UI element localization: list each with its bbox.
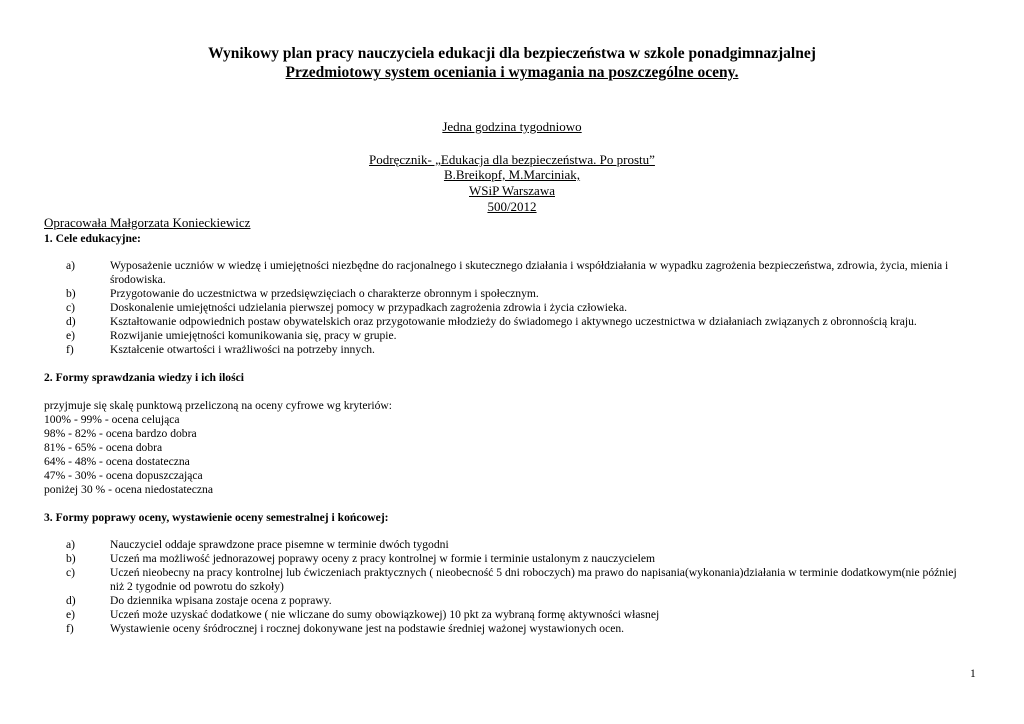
approval-number: 500/2012 bbox=[487, 199, 537, 214]
list-item: c) Doskonalenie umiejętności udzielania pierwszej pomocy w przypadkach zagrożenia zdrowia i życia człowieka. bbox=[66, 301, 627, 314]
list-item: d) Kształtowanie odpowiednich postaw obywatelskich oraz przygotowanie młodzieży do świadomego i aktywnego uczestnictwa w działaniach związanych z obronnością kraju. bbox=[66, 315, 917, 328]
list-item: a) Nauczyciel oddaje sprawdzone prace pisemne w terminie dwóch tygodni bbox=[66, 538, 449, 551]
list-item: f) Wystawienie oceny śródrocznej i rocznej dokonywane jest na podstawie średniej ważonej wystawionych ocen. bbox=[66, 622, 625, 635]
grade-scale-row: 100% - 99% - ocena celująca bbox=[44, 413, 180, 426]
section3-heading: 3. Formy poprawy oceny, wystawienie oceny semestralnej i końcowej: bbox=[44, 511, 389, 524]
textbook-publisher: WSiP Warszawa bbox=[469, 183, 555, 198]
textbook-authors: B.Breikopf, M.Marciniak, bbox=[443, 167, 581, 182]
list-item: d) Do dziennika wpisana zostaje ocena z poprawy. bbox=[66, 594, 332, 607]
hours-per-week: Jedna godzina tygodniowo bbox=[442, 119, 582, 134]
grade-scale-row: poniżej 30 % - ocena niedostateczna bbox=[44, 483, 213, 496]
section2-heading: 2. Formy sprawdzania wiedzy i ich ilości bbox=[44, 371, 244, 384]
grade-scale-row: 81% - 65% - ocena dobra bbox=[44, 441, 163, 454]
list-item: c) Uczeń nieobecny na pracy kontrolnej lub ćwiczeniach praktycznych ( nieobecność 5 dni roboczych) ma prawo do napisania(wykonania)działania w terminie dodatkowym(nie później niż 2 tygodnie od powrotu do szkoły) bbox=[66, 566, 957, 593]
textbook-title: Podręcznik- „Edukacja dla bezpieczeństwa. Po prostu” bbox=[369, 152, 655, 167]
document-subtitle: Przedmiotowy system oceniania i wymagania na poszczególne oceny. bbox=[285, 64, 739, 81]
grade-scale-row: 98% - 82% - ocena bardzo dobra bbox=[44, 427, 197, 440]
document-title: Wynikowy plan pracy nauczyciela edukacji dla bezpieczeństwa w szkole ponadgimnazjalnej bbox=[208, 45, 816, 62]
page-number: 1 bbox=[970, 667, 976, 680]
list-item: a) Wyposażenie uczniów w wiedzę i umiejętności niezbędne do racjonalnego i skutecznego działania i współdziałania w wypadku zagrożenia bezpieczeństwa, zdrowia, życia, mienia i środowiska. bbox=[66, 259, 949, 286]
list-item: b) Uczeń ma możliwość jednorazowej poprawy oceny z pracy kontrolnej w formie i terminie ustalonym z nauczycielem bbox=[66, 552, 656, 565]
list-item: e) Uczeń może uzyskać dodatkowe ( nie wliczane do sumy obowiązkowej) 10 pkt za wybraną formę aktywności własnej bbox=[66, 608, 660, 621]
list-item: f) Kształcenie otwartości i wrażliwości na potrzeby innych. bbox=[66, 343, 375, 356]
grade-scale-row: 64% - 48% - ocena dostateczna bbox=[44, 455, 190, 468]
list-item: b) Przygotowanie do uczestnictwa w przedsięwzięciach o charakterze obronnym i społecznym. bbox=[66, 287, 539, 300]
list-item: e) Rozwijanie umiejętności komunikowania się, pracy w grupie. bbox=[66, 329, 397, 342]
grading-intro: przyjmuje się skalę punktową przeliczoną na oceny cyfrowe wg kryteriów: bbox=[44, 399, 393, 412]
section1-heading: 1. Cele edukacyjne: bbox=[44, 232, 141, 245]
prepared-by: Opracowała Małgorzata Konieckiewicz bbox=[44, 215, 251, 230]
grade-scale-row: 47% - 30% - ocena dopuszczająca bbox=[44, 469, 203, 482]
